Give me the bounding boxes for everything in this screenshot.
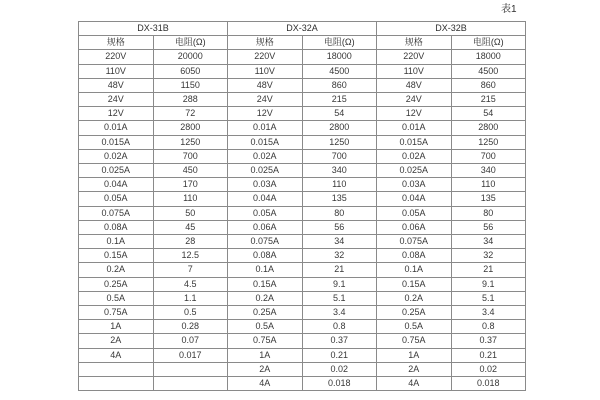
table-cell: 340 <box>451 164 526 178</box>
table-cell: 7 <box>153 263 228 277</box>
table-cell: 0.21 <box>302 348 377 362</box>
table-cell: 0.025A <box>79 164 154 178</box>
table-cell: 0.05A <box>377 206 452 220</box>
group-header-dx31b: DX-31B <box>79 22 228 36</box>
table-cell: 0.02 <box>451 362 526 376</box>
table-cell: 0.37 <box>302 334 377 348</box>
table-row <box>79 263 526 277</box>
table-cell: 0.075A <box>228 235 303 249</box>
col-header-resistance-3: 电阻(Ω) <box>451 36 526 50</box>
table-row <box>79 135 526 149</box>
table-cell: 12V <box>228 107 303 121</box>
table-row <box>79 306 526 320</box>
table-cell <box>79 362 154 376</box>
table-cell: 32 <box>451 249 526 263</box>
table-cell: 0.02 <box>302 362 377 376</box>
table-row <box>79 164 526 178</box>
table-cell: 700 <box>451 149 526 163</box>
table-cell: 0.015A <box>377 135 452 149</box>
table-header <box>79 22 526 50</box>
table-cell: 0.15A <box>377 277 452 291</box>
table-row <box>79 107 526 121</box>
table-cell: 0.04A <box>377 192 452 206</box>
table-row <box>79 348 526 362</box>
table-cell: 21 <box>451 263 526 277</box>
table-cell: 50 <box>153 206 228 220</box>
table-cell: 4A <box>228 377 303 391</box>
table-cell: 6050 <box>153 64 228 78</box>
table-cell: 5.1 <box>451 291 526 305</box>
table-cell: 72 <box>153 107 228 121</box>
table-cell: 4.5 <box>153 277 228 291</box>
table-cell: 5.1 <box>302 291 377 305</box>
table-cell: 2800 <box>153 121 228 135</box>
table-cell: 135 <box>451 192 526 206</box>
table-cell: 0.1A <box>228 263 303 277</box>
table-cell: 110V <box>79 64 154 78</box>
table-cell: 110V <box>377 64 452 78</box>
table-cell: 0.03A <box>228 178 303 192</box>
group-header-row <box>79 22 526 36</box>
table-cell: 80 <box>451 206 526 220</box>
table-cell <box>153 377 228 391</box>
table-cell: 1A <box>228 348 303 362</box>
table-cell <box>153 362 228 376</box>
table-cell: 56 <box>302 220 377 234</box>
table-cell: 0.01A <box>79 121 154 135</box>
table-cell: 215 <box>302 93 377 107</box>
table-body <box>79 50 526 391</box>
table-cell: 3.4 <box>451 306 526 320</box>
table-row <box>79 78 526 92</box>
table-row <box>79 277 526 291</box>
table-cell: 2800 <box>302 121 377 135</box>
table-cell: 0.018 <box>302 377 377 391</box>
table-cell: 1.1 <box>153 291 228 305</box>
table-cell: 24V <box>79 93 154 107</box>
table-cell: 860 <box>302 78 377 92</box>
table-cell: 0.5A <box>79 291 154 305</box>
table-row <box>79 220 526 234</box>
table-cell: 9.1 <box>302 277 377 291</box>
table-cell: 700 <box>153 149 228 163</box>
table-cell: 110 <box>451 178 526 192</box>
table-cell: 0.75A <box>228 334 303 348</box>
table-row <box>79 291 526 305</box>
table-cell: 0.075A <box>79 206 154 220</box>
table-cell: 0.05A <box>79 192 154 206</box>
table-cell: 24V <box>228 93 303 107</box>
table-cell: 34 <box>302 235 377 249</box>
table-cell: 700 <box>302 149 377 163</box>
table-cell: 2A <box>228 362 303 376</box>
table-cell: 48V <box>228 78 303 92</box>
table-cell: 0.017 <box>153 348 228 362</box>
table-caption: 表1 <box>501 4 517 15</box>
table-cell: 48V <box>79 78 154 92</box>
table-cell: 4500 <box>302 64 377 78</box>
table-cell: 18000 <box>451 50 526 64</box>
table-cell: 0.04A <box>228 192 303 206</box>
table-cell: 2A <box>79 334 154 348</box>
table-cell: 21 <box>302 263 377 277</box>
col-header-spec-3: 规格 <box>377 36 452 50</box>
table-row <box>79 320 526 334</box>
table-cell: 54 <box>451 107 526 121</box>
resistance-table <box>78 21 526 391</box>
table-row <box>79 178 526 192</box>
table-cell: 28 <box>153 235 228 249</box>
table-cell: 0.37 <box>451 334 526 348</box>
table-cell: 0.25A <box>377 306 452 320</box>
table-cell: 215 <box>451 93 526 107</box>
table-cell: 0.03A <box>377 178 452 192</box>
table-cell: 0.5A <box>377 320 452 334</box>
table-cell: 0.01A <box>228 121 303 135</box>
table-cell: 1150 <box>153 78 228 92</box>
table-row <box>79 249 526 263</box>
table-row <box>79 235 526 249</box>
table-row <box>79 50 526 64</box>
table-cell: 56 <box>451 220 526 234</box>
table-cell: 0.8 <box>451 320 526 334</box>
table-cell: 0.025A <box>228 164 303 178</box>
table-cell: 0.025A <box>377 164 452 178</box>
table-row <box>79 377 526 391</box>
table-cell: 32 <box>302 249 377 263</box>
table-row <box>79 192 526 206</box>
table-cell: 1250 <box>302 135 377 149</box>
table-row <box>79 334 526 348</box>
table-row <box>79 149 526 163</box>
table-cell: 0.07 <box>153 334 228 348</box>
col-header-spec-1: 规格 <box>79 36 154 50</box>
col-header-spec-2: 规格 <box>228 36 303 50</box>
table-cell: 220V <box>228 50 303 64</box>
table-cell: 0.25A <box>79 277 154 291</box>
table-cell: 0.15A <box>228 277 303 291</box>
table-cell: 288 <box>153 93 228 107</box>
table-cell: 0.04A <box>79 178 154 192</box>
table-cell: 48V <box>377 78 452 92</box>
table-row <box>79 93 526 107</box>
table-cell <box>79 377 154 391</box>
table-cell: 450 <box>153 164 228 178</box>
table-cell: 9.1 <box>451 277 526 291</box>
table-cell: 0.21 <box>451 348 526 362</box>
table-row <box>79 206 526 220</box>
table-cell: 0.018 <box>451 377 526 391</box>
table-cell: 170 <box>153 178 228 192</box>
table-cell: 0.2A <box>377 291 452 305</box>
table-cell: 110 <box>153 192 228 206</box>
table-cell: 2800 <box>451 121 526 135</box>
table-cell: 110 <box>302 178 377 192</box>
table-row <box>79 362 526 376</box>
table-cell: 1250 <box>153 135 228 149</box>
table-row <box>79 64 526 78</box>
table-cell: 54 <box>302 107 377 121</box>
table-cell: 20000 <box>153 50 228 64</box>
table-cell: 0.075A <box>377 235 452 249</box>
table-cell: 0.02A <box>377 149 452 163</box>
table-cell: 4500 <box>451 64 526 78</box>
table-cell: 24V <box>377 93 452 107</box>
table-cell: 3.4 <box>302 306 377 320</box>
table-cell: 1250 <box>451 135 526 149</box>
table-cell: 0.15A <box>79 249 154 263</box>
table-cell: 4A <box>79 348 154 362</box>
table-cell: 12.5 <box>153 249 228 263</box>
table-cell: 0.06A <box>377 220 452 234</box>
table-cell: 4A <box>377 377 452 391</box>
table-cell: 0.75A <box>79 306 154 320</box>
table-cell: 80 <box>302 206 377 220</box>
group-header-dx32a: DX-32A <box>228 22 377 36</box>
table-cell: 0.08A <box>377 249 452 263</box>
column-header-row <box>79 36 526 50</box>
col-header-resistance-1: 电阻(Ω) <box>153 36 228 50</box>
table-cell: 0.5A <box>228 320 303 334</box>
table-cell: 45 <box>153 220 228 234</box>
table-cell: 1A <box>79 320 154 334</box>
table-cell: 0.25A <box>228 306 303 320</box>
table-cell: 0.08A <box>228 249 303 263</box>
table-cell: 0.28 <box>153 320 228 334</box>
table-cell: 135 <box>302 192 377 206</box>
table-cell: 0.5 <box>153 306 228 320</box>
table-cell: 220V <box>377 50 452 64</box>
table-cell: 0.06A <box>228 220 303 234</box>
table-cell: 340 <box>302 164 377 178</box>
table-cell: 0.01A <box>377 121 452 135</box>
table-cell: 220V <box>79 50 154 64</box>
table-cell: 0.015A <box>79 135 154 149</box>
table-cell: 0.8 <box>302 320 377 334</box>
table-cell: 0.02A <box>228 149 303 163</box>
table-cell: 12V <box>79 107 154 121</box>
table-cell: 1A <box>377 348 452 362</box>
table-cell: 34 <box>451 235 526 249</box>
table-cell: 0.05A <box>228 206 303 220</box>
group-header-dx32b: DX-32B <box>377 22 526 36</box>
table-cell: 2A <box>377 362 452 376</box>
table-cell: 0.02A <box>79 149 154 163</box>
col-header-resistance-2: 电阻(Ω) <box>302 36 377 50</box>
table-cell: 0.015A <box>228 135 303 149</box>
table-row <box>79 121 526 135</box>
table-cell: 860 <box>451 78 526 92</box>
table-cell: 12V <box>377 107 452 121</box>
table-cell: 18000 <box>302 50 377 64</box>
table-cell: 110V <box>228 64 303 78</box>
table-cell: 0.2A <box>79 263 154 277</box>
table-cell: 0.1A <box>79 235 154 249</box>
table-cell: 0.08A <box>79 220 154 234</box>
table-cell: 0.75A <box>377 334 452 348</box>
table-cell: 0.2A <box>228 291 303 305</box>
table-cell: 0.1A <box>377 263 452 277</box>
